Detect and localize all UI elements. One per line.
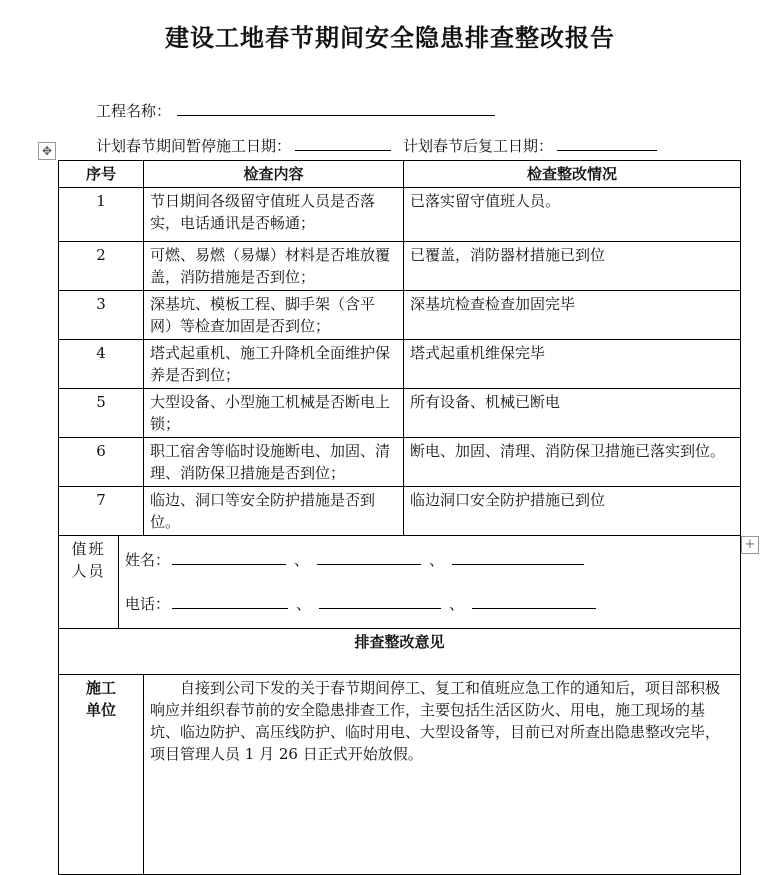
unit-label-line-2: 单位 (86, 701, 117, 719)
row-content[interactable]: 深基坑、模板工程、脚手架（含平网）等检查加固是否到位； (144, 291, 404, 340)
table-row (59, 188, 741, 242)
header-no: 序号 (59, 161, 144, 188)
unit-label-line-1: 施工 (86, 679, 117, 697)
row-no: 1 (59, 188, 144, 242)
row-no: 3 (59, 291, 144, 340)
duty-name-field-2[interactable] (317, 550, 421, 565)
opinion-title-row (59, 629, 741, 675)
table-row (59, 242, 741, 291)
table-header-row (59, 161, 741, 188)
row-status[interactable]: 所有设备、机械已断电 (404, 389, 741, 438)
construction-unit-label (59, 675, 144, 875)
row-content[interactable]: 临边、洞口等安全防护措施是否到位。 (144, 487, 404, 536)
duty-label-top: 值班 (71, 540, 106, 558)
duty-phone-field-1[interactable] (172, 594, 288, 609)
duty-phone-field-2[interactable] (319, 594, 441, 609)
duty-name-label: 姓名： (125, 551, 171, 569)
row-status[interactable]: 已落实留守值班人员。 (404, 188, 741, 242)
resume-date-field[interactable] (557, 136, 657, 151)
header-content: 检查内容 (144, 161, 404, 188)
stop-date-label: 计划春节期间暂停施工日期： (96, 137, 292, 155)
duty-name-field-1[interactable] (172, 550, 286, 565)
row-status[interactable]: 深基坑检查检查加固完毕 (404, 291, 741, 340)
dates-line (96, 135, 657, 156)
row-no: 6 (59, 438, 144, 487)
separator: 、 (429, 551, 445, 569)
duty-staff-row (59, 536, 741, 629)
header-status: 检查整改情况 (404, 161, 741, 188)
table-move-icon[interactable]: ✥ (38, 142, 56, 160)
row-no: 7 (59, 487, 144, 536)
row-status[interactable]: 已覆盖，消防器材措施已到位 (404, 242, 741, 291)
duty-staff-cell (119, 536, 741, 629)
row-content[interactable]: 节日期间各级留守值班人员是否落实，电话通讯是否畅通； (144, 188, 404, 242)
separator: 、 (294, 551, 310, 569)
duty-phone-field-3[interactable] (472, 594, 596, 609)
separator: 、 (296, 595, 312, 613)
table-add-row-icon[interactable]: + (741, 536, 759, 554)
separator: 、 (449, 595, 465, 613)
row-content[interactable]: 可燃、易燃（易爆）材料是否堆放覆盖，消防措施是否到位； (144, 242, 404, 291)
table-row (59, 487, 741, 536)
duty-name-field-3[interactable] (452, 550, 584, 565)
project-name-line (96, 100, 495, 121)
table-row (59, 438, 741, 487)
row-content[interactable]: 塔式起重机、施工升降机全面维护保养是否到位； (144, 340, 404, 389)
duty-label-bottom: 人员 (71, 562, 106, 580)
row-status[interactable]: 断电、加固、清理、消防保卫措施已落实到位。 (404, 438, 741, 487)
stop-date-field[interactable] (295, 136, 391, 151)
opinion-title: 排查整改意见 (59, 629, 741, 675)
document-title: 建设工地春节期间安全隐患排查整改报告 (165, 24, 615, 52)
row-no: 5 (59, 389, 144, 438)
row-content[interactable]: 大型设备、小型施工机械是否断电上锁； (144, 389, 404, 438)
duty-phone-row (125, 582, 734, 626)
table-row (59, 291, 741, 340)
row-no: 4 (59, 340, 144, 389)
project-name-field[interactable] (177, 101, 495, 116)
duty-staff-label (59, 536, 119, 629)
inspection-table (58, 160, 741, 875)
resume-date-label: 计划春节后复工日期： (403, 137, 554, 155)
row-content[interactable]: 职工宿舍等临时设施断电、加固、清理、消防保卫措施是否到位； (144, 438, 404, 487)
opinion-body-row (59, 675, 741, 875)
project-name-label: 工程名称： (96, 102, 172, 120)
opinion-text[interactable]: 自接到公司下发的关于春节期间停工、复工和值班应急工作的通知后，项目部积极响应并组织春节前的安全隐患排查工作，主要包括生活区防火、用电，施工现场的基坑、临边防护、高压线防护、临时用电、大型设备等，目前已对所查出隐患整改完毕，项目管理人员 1 月 26 日正式开始放假。 (144, 675, 741, 875)
row-no: 2 (59, 242, 144, 291)
table-row (59, 389, 741, 438)
row-status[interactable]: 塔式起重机维保完毕 (404, 340, 741, 389)
row-status[interactable]: 临边洞口安全防护措施已到位 (404, 487, 741, 536)
table-row (59, 340, 741, 389)
duty-phone-label: 电话： (125, 595, 171, 613)
duty-name-row (125, 538, 734, 582)
